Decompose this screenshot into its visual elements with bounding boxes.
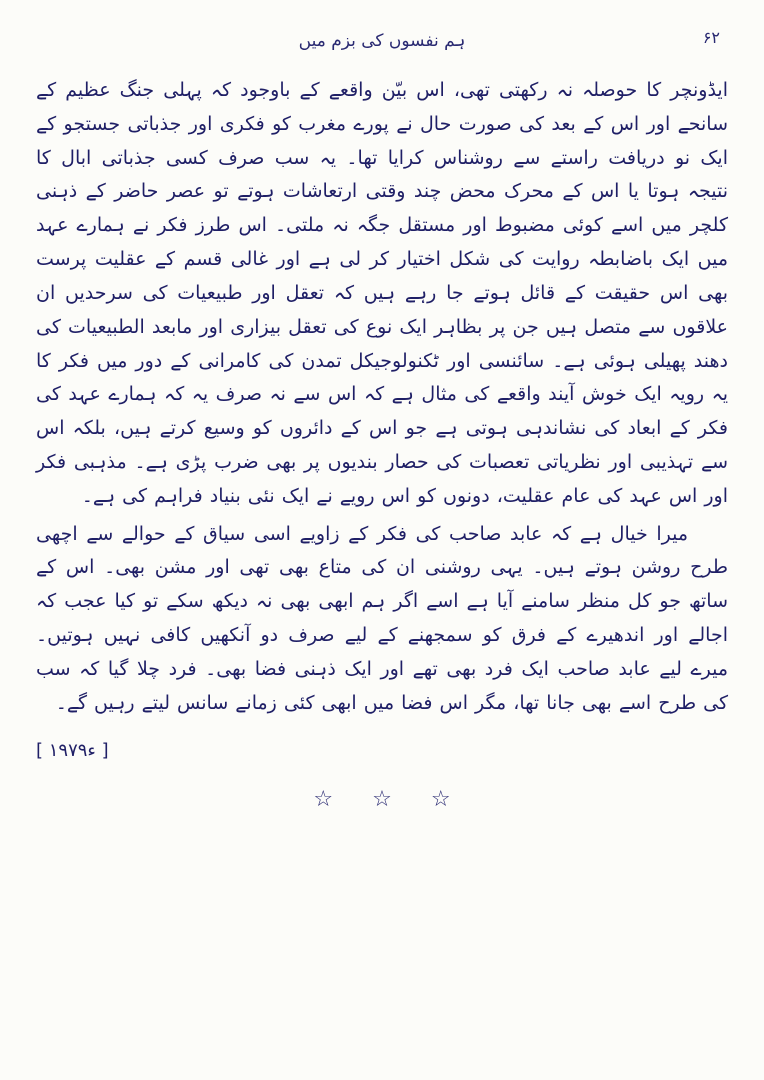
body-paragraph-1: ایڈونچر کا حوصلہ نہ رکھتی تھی، اس بیّن واقعے کے باوجود کہ پہلی جنگ عظیم کے سانحے اور اس کے بعد کی صورت حال نے پورے مغرب کو فکری اور جذباتی جستجو کے ایک نو دریافت راستے سے روشناس کرایا تھا۔ یہ سب صرف کسی جذباتی ابال کا نتیجہ ہوتا یا اس کے محرک محض چند وقتی ارتعاشات ہوتے تو عصر حاضر کے ذہنی کلچر میں اسے کوئی مضبوط اور مستقل جگہ نہ ملتی۔ اس طرز فکر نے ہمارے عہد میں ایک باضابطہ روایت کی شکل اختیار کر لی ہے اور غالی قسم کے عقلیت پرست بھی اس حقیقت کے قائل ہوتے جا رہے ہیں کہ تعقل اور طبیعیات کی سرحدیں ان علاقوں سے متصل ہیں جن پر بظاہر ایک نوع کی تعقل بیزاری اور مابعد الطبیعیات کی دھند پھیلی ہوئی ہے۔ سائنسی اور ٹکنولوجیکل تمدن کی کامرانی کے دور میں فکر کا یہ رویہ ایک خوش آیند واقعے کی مثال ہے کہ اس سے نہ صرف یہ کہ ہمارے عہد کی فکر کے ابعاد کی نشاندہی ہوتی ہے جو اس کے دائروں کو وسیع کرتے ہیں، بلکہ اس سے تہذیبی اور نظریاتی تعصبات کی حصار بندیوں پر بھی ضرب پڑی ہے۔ مذہبی فکر اور اس عہد کی عام عقلیت، دونوں کو اس رویے نے ایک نئی بنیاد فراہم کی ہے۔ [36,79,728,507]
page-header [0,0,764,64]
star-divider: ☆ ☆ ☆ [313,787,467,813]
page-body [0,64,764,812]
page-number: ۶۲ [702,28,720,47]
date-stamp: [ ۱۹۷۹ء ] [36,740,109,762]
running-title: ہم نفسوں کی بزم میں [298,31,466,51]
body-paragraph-2: میرا خیال ہے کہ عابد صاحب کی فکر کے زاویے اسی سیاق کے حوالے سے اچھی طرح روشن ہوتے ہیں۔ یہی روشنی ان کی متاع بھی تھی اور مشن بھی۔ اس کے ساتھ جو کل منظر سامنے آیا ہے اسے اگر ہم ابھی بھی نہ دیکھ سکے تو کیا عجب کہ اجالے اور اندھیرے کے فرق کو سمجھنے کے لیے صرف دو آنکھیں کافی نہیں ہوتیں۔ میرے لیے عابد صاحب ایک فرد بھی تھے اور ایک ذہنی فضا بھی۔ فرد چلا گیا کہ سب کی طرح اسے بھی جانا تھا، مگر اس فضا میں ابھی کئی زمانے سانس لیتے رہیں گے۔ [36,522,728,714]
